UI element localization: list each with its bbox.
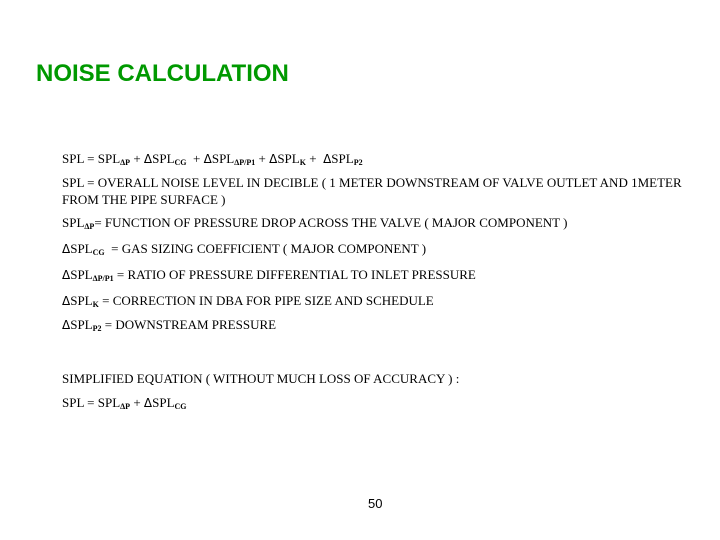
def-ratio-prefix: SPL — [70, 267, 93, 282]
def-p2 — [62, 316, 276, 334]
def-cg-text: = GAS SIZING COEFFICIENT ( MAJOR COMPONENT ) — [111, 241, 427, 256]
eq-sub-cg: CG — [174, 158, 187, 167]
eq-plus-3: + — [258, 151, 266, 166]
eq-plus-1: + — [133, 151, 141, 166]
def-cg-prefix: SPL — [70, 241, 93, 256]
slide-title: NOISE CALCULATION — [36, 60, 289, 87]
simp-spl-eq: SPL = SPL — [62, 395, 121, 410]
eq-plus-4: + — [309, 151, 317, 166]
delta-symbol: Δ — [143, 152, 153, 166]
simp-spl: SPL — [152, 395, 175, 410]
def-dp — [62, 214, 567, 231]
def-ratio — [62, 266, 476, 284]
def-k-prefix: SPL — [70, 293, 93, 308]
eq-sub-dp: ΔP — [120, 158, 131, 167]
def-k-sub: K — [92, 300, 99, 309]
eq-spl-1: SPL — [152, 151, 175, 166]
simp-sub-cg: CG — [174, 402, 187, 411]
simp-sub-dp: ΔP — [120, 402, 131, 411]
eq-spl-4: SPL — [331, 151, 354, 166]
def-overall: SPL = OVERALL NOISE LEVEL IN DECIBLE ( 1 METER DOWNSTREAM OF VALVE OUTLET AND 1METER FROM THE PIPE SURFACE ) — [62, 175, 682, 207]
eq-sub-k: K — [299, 158, 306, 167]
simp-plus: + — [133, 395, 141, 410]
def-p2-sub: P2 — [92, 324, 102, 333]
eq-spl-2: SPL — [211, 151, 235, 166]
eq-plus-2: + — [193, 151, 201, 166]
delta-symbol: Δ — [203, 152, 212, 166]
simplified-equation — [62, 394, 187, 412]
def-k — [62, 292, 434, 310]
def-ratio-sub: ΔP/P1 — [92, 274, 114, 283]
def-ratio-text: = RATIO OF PRESSURE DIFFERENTIAL TO INLET PRESSURE — [116, 267, 476, 282]
def-cg-sub: CG — [92, 248, 105, 257]
simplified-heading: SIMPLIFIED EQUATION ( WITHOUT MUCH LOSS OF ACCURACY ) : — [62, 371, 460, 386]
eq-sub-p2: P2 — [353, 158, 363, 167]
delta-symbol: Δ — [62, 268, 71, 282]
delta-symbol: Δ — [62, 318, 71, 332]
def-p2-prefix: SPL — [70, 317, 93, 332]
def-p2-text: = DOWNSTREAM PRESSURE — [104, 317, 277, 332]
def-k-text: = CORRECTION IN DBA FOR PIPE SIZE AND SCHEDULE — [102, 293, 434, 308]
eq-spl-eq: SPL = SPL — [62, 151, 121, 166]
eq-sub-dp-p1: ΔP/P1 — [234, 158, 256, 167]
delta-symbol: Δ — [62, 294, 71, 308]
def-cg — [62, 240, 426, 258]
main-equation — [62, 150, 363, 168]
delta-symbol: Δ — [143, 396, 153, 410]
def-dp-sub: ΔP — [84, 222, 95, 231]
page-number: 50 — [368, 496, 383, 511]
def-dp-text: = FUNCTION OF PRESSURE DROP ACROSS THE VALVE ( MAJOR COMPONENT ) — [94, 215, 568, 230]
delta-symbol: Δ — [323, 152, 332, 166]
eq-spl-3: SPL — [277, 151, 300, 166]
def-dp-prefix: SPL — [62, 215, 85, 230]
delta-symbol: Δ — [269, 152, 278, 166]
delta-symbol: Δ — [62, 242, 71, 256]
